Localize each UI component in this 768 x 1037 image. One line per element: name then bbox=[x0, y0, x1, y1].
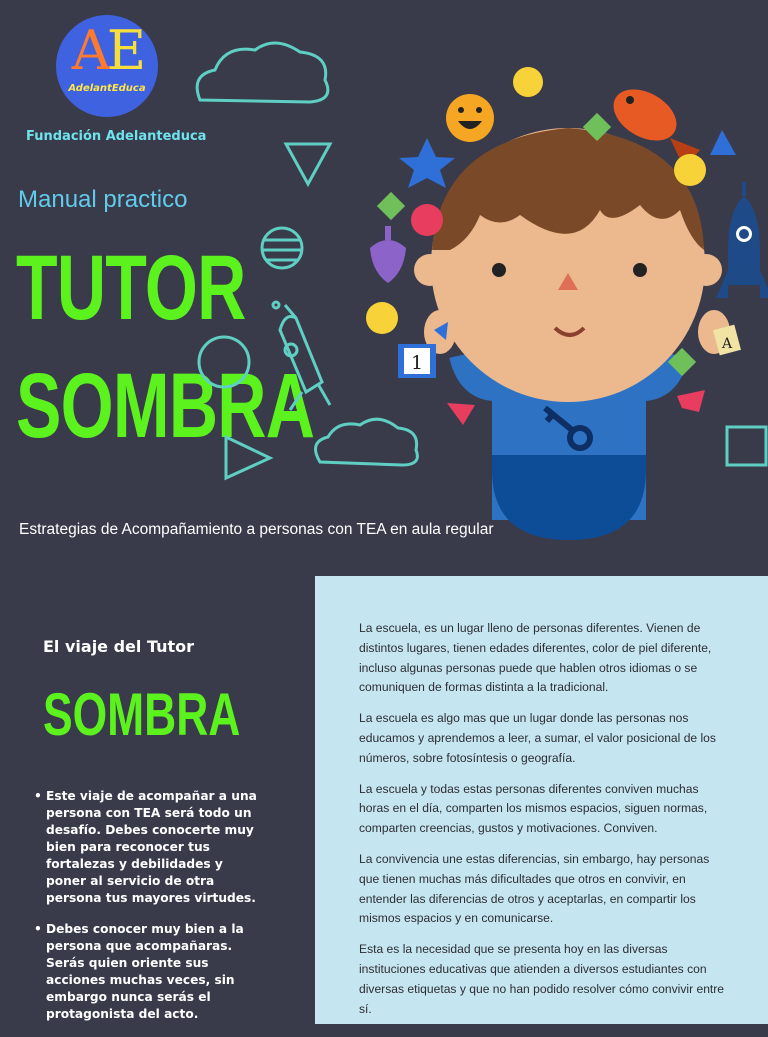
list-item bbox=[34, 788, 266, 907]
logo-letter-e: E bbox=[106, 19, 143, 82]
cloud-icon bbox=[197, 43, 328, 102]
svg-text:A: A bbox=[721, 336, 733, 352]
smiley-icon bbox=[446, 94, 494, 142]
foundation-name: Fundación Adelanteduca bbox=[26, 129, 207, 144]
paragraph: La escuela es algo mas que un lugar donde las personas nos educamos y aprendemos a leer, a sumar, el valor posicional de los números, sobre fotosíntesis o geografía. bbox=[359, 711, 716, 765]
square-icon bbox=[727, 427, 766, 465]
section-heading: El viaje del Tutor bbox=[43, 637, 195, 656]
cloud-icon bbox=[316, 419, 418, 465]
title-line-sombra: SOMBRA bbox=[16, 355, 315, 457]
paragraph: La escuela y todas estas personas diferentes conviven muchas horas en el día, comparten los mismos espacios, siguen normas, comparten creencias, gustos y motivaciones. Conviven. bbox=[359, 781, 708, 836]
triangle-icon bbox=[286, 144, 330, 184]
star-icon bbox=[399, 138, 455, 188]
triangle-icon bbox=[226, 437, 270, 478]
manual-label: Manual practico bbox=[18, 186, 188, 213]
letter-block-1 bbox=[398, 344, 436, 378]
bullet-text: Este viaje de acompañar a una persona con TEA será todo un desafío. Debes conocerte muy bien para reconocer tus fortalezas y debilidades y poner al servicio de otra persona tus mayores virtudes. bbox=[46, 789, 257, 905]
list-item bbox=[34, 921, 266, 1023]
globe-icon bbox=[262, 228, 302, 268]
bullet-list bbox=[34, 788, 266, 1037]
section-title: SOMBRA bbox=[43, 681, 241, 748]
logo-subtext: AdelantEduca bbox=[68, 83, 146, 94]
rocket-icon bbox=[273, 302, 330, 410]
bullet-icon: • bbox=[34, 789, 42, 803]
svg-text:1: 1 bbox=[410, 352, 424, 374]
spinning-top-icon bbox=[370, 226, 406, 283]
subtitle: Estrategias de Acompañamiento a personas con TEA en aula regular bbox=[19, 521, 494, 538]
circle-icon bbox=[199, 337, 249, 387]
paragraph: Esta es la necesidad que se presenta hoy en las diversas instituciones educativas que atienden a diversos estudiantes con diversas etiquetas y que no han podido resolver cómo convivir entre sí. bbox=[359, 942, 725, 1016]
bullet-text: Debes conocer muy bien a la persona que acompañaras. Serás quien oriente sus acciones muchas veces, sin embargo nunca serás el protagonista del acto. bbox=[46, 922, 244, 1021]
title-line-tutor: TUTOR bbox=[16, 237, 246, 339]
paragraph: La convivencia une estas diferencias, sin embargo, hay personas que tienen muchas más dificultades que otros en convivir, en entender las diferencias de otros y aceptarlas, en compartir los mismos espacios y en comunicarse. bbox=[359, 851, 710, 926]
body-text bbox=[359, 619, 729, 1030]
rocket-icon bbox=[716, 182, 768, 298]
paragraph: La escuela, es un lugar lleno de personas diferentes. Vienen de distintos lugares, tienen edades diferentes, color de piel diferente, incluso algunas personas puede que hablen otros idiomas o se comuniquen de formas distinta a la tradicional. bbox=[359, 621, 712, 695]
logo-letter-a: A bbox=[71, 19, 107, 82]
bullet-icon: • bbox=[34, 922, 42, 936]
